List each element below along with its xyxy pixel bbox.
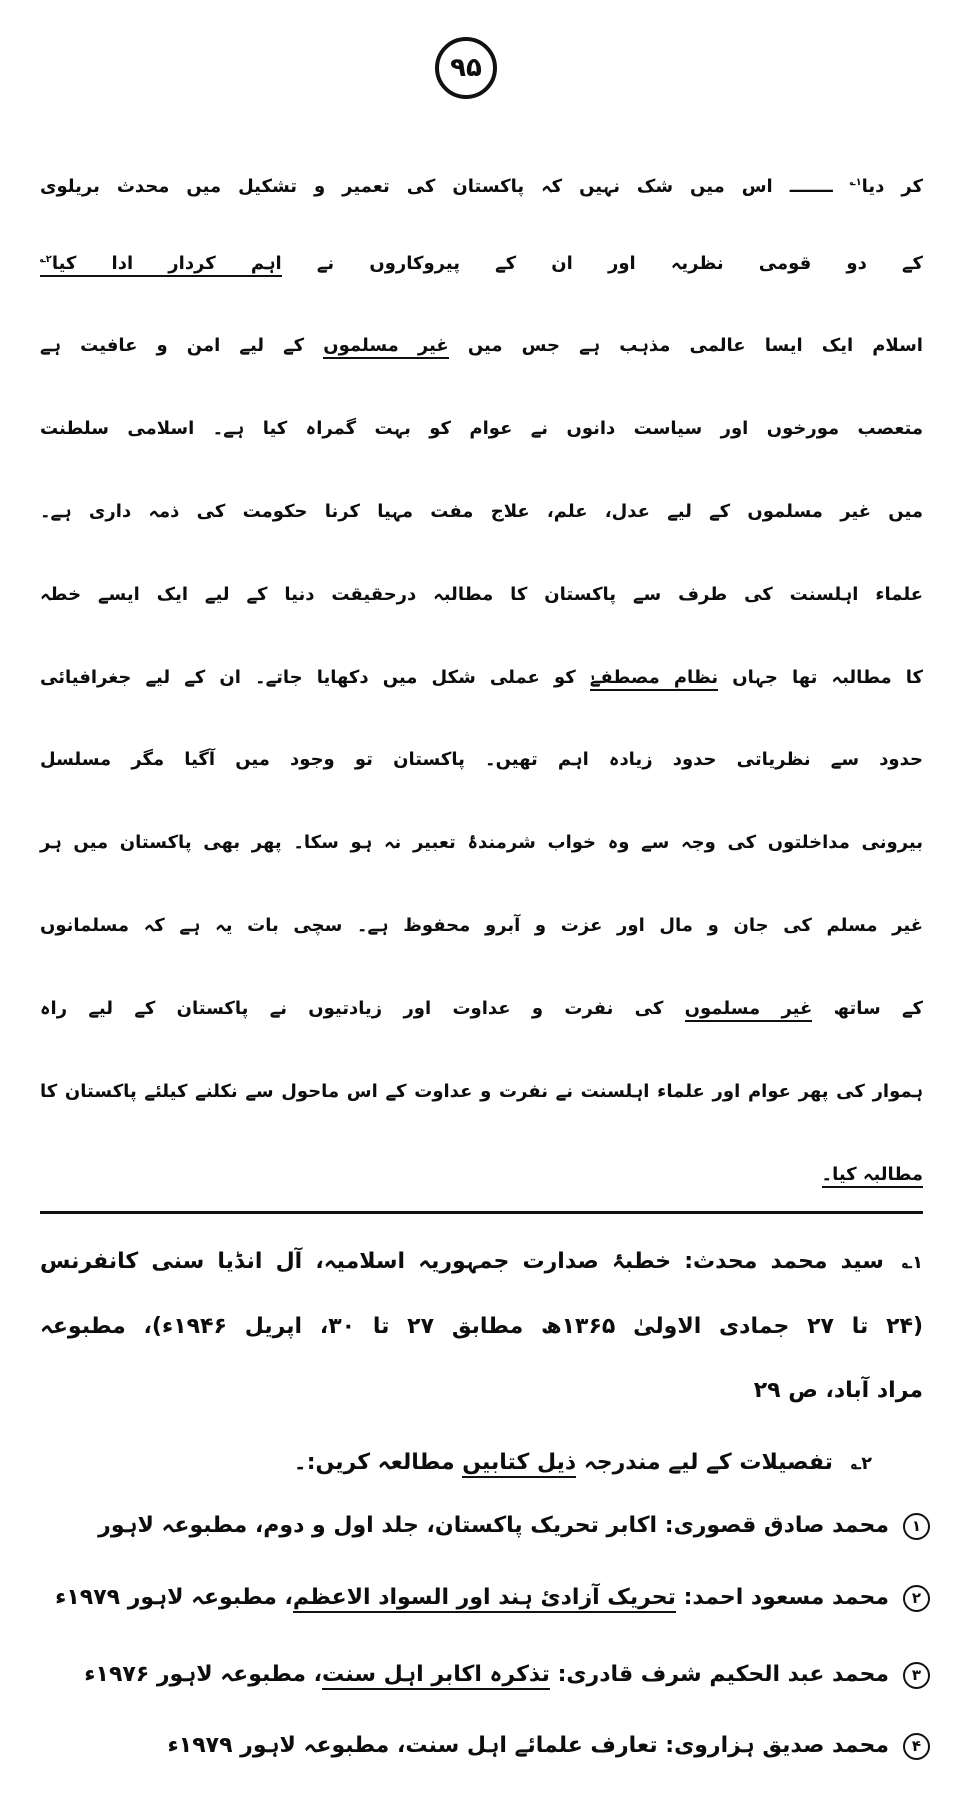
reference-details: ، مطبوعہ لاہور ۱۹۷۶ء — [84, 1662, 323, 1687]
text-run: سید محمد محدث: خطبۂ صدارت جمہوریہ اسلامیہ، آل انڈیا سنی کانفرنس — [40, 1249, 884, 1274]
body-line-13 — [40, 1147, 923, 1203]
reference-author: محمد صدیق ہزاروی: — [665, 1733, 889, 1758]
reference-title: تحریک آزادیٔ ہند اور السواد الاعظم — [293, 1585, 676, 1613]
body-line-12 — [40, 1064, 923, 1120]
reference-author: محمد مسعود احمد: — [683, 1585, 889, 1610]
footnote-2-marker: ۲؎ — [850, 1454, 872, 1474]
reference-details: ، مطبوعہ لاہور ۱۹۷۹ء — [55, 1585, 293, 1610]
text-run: تفصیلات کے لیے مندرجہ — [583, 1450, 833, 1475]
circled-number: ۳ — [903, 1662, 930, 1689]
underlined-phrase: ذیل کتابیں — [462, 1450, 576, 1478]
text-run: حدود سے نظریاتی حدود زیادہ اہم تھیں۔ پاکستان تو وجود میں آگیا مگر مسلسل — [40, 749, 923, 770]
text-run: بیرونی مداخلتوں کی وجہ سے وہ خواب شرمندۂ تعبیر نہ ہو سکا۔ پھر بھی پاکستان میں ہر — [40, 832, 923, 853]
footnote-1-line-2 — [40, 1301, 923, 1353]
body-line-5 — [40, 484, 923, 540]
reference-author: محمد عبد الحکیم شرف قادری: — [557, 1662, 889, 1687]
reference-details: ، مطبوعہ لاہور ۱۹۷۹ء — [167, 1733, 406, 1758]
footnote-marker-2: ۲؎ — [40, 254, 52, 265]
underlined-phrase: غیر مسلموں — [685, 998, 813, 1022]
reference-item-1 — [40, 1500, 930, 1552]
footnote-1-line-3 — [40, 1365, 923, 1417]
reference-title: تذکرہ اکابر اہل سنت — [322, 1662, 550, 1690]
body-line-1 — [40, 159, 923, 215]
text-run: میں غیر مسلموں کے لیے عدل، علم، علاج مفت مہیا کرنا حکومت کی ذمہ داری ہے۔ — [40, 501, 923, 522]
reference-author: محمد صادق قصوری: — [664, 1513, 889, 1538]
reference-title: تعارف علمائے اہل سنت — [405, 1733, 658, 1758]
text-run: ـــــــ اس میں شک نہیں کہ پاکستان کی تعمیر و تشکیل میں محدث بریلوی — [40, 176, 833, 197]
reference-item-4 — [40, 1720, 930, 1772]
body-line-11 — [40, 981, 923, 1037]
body-line-9 — [40, 815, 923, 871]
text-run: کر دیا — [861, 176, 923, 197]
text-run: کا مطالبہ تھا جہاں — [732, 667, 923, 688]
body-line-10 — [40, 898, 923, 954]
reference-title: اکابر تحریک پاکستان — [434, 1513, 658, 1538]
text-run: علماء اہلسنت کی طرف سے پاکستان کا مطالبہ درحقیقت دنیا کے لیے ایک ایسے خطہ — [40, 584, 923, 605]
text-run: اہم کردار ادا کیا — [51, 253, 282, 274]
circled-number: ۱ — [903, 1513, 930, 1540]
footnote-marker-1: ۱؎ — [849, 177, 862, 188]
page-number-circle — [435, 37, 497, 99]
text-run: متعصب مورخوں اور سیاست دانوں نے عوام کو بہت گمراہ کیا ہے۔ اسلامی سلطنت — [40, 418, 923, 439]
reference-item-2 — [40, 1572, 930, 1624]
text-run: کے لیے امن و عافیت ہے — [40, 335, 305, 356]
reference-item-3 — [40, 1649, 930, 1701]
underlined-phrase: غیر مسلموں — [323, 335, 448, 359]
text-run: غیر مسلم کی جان و مال اور عزت و آبرو محفوظ ہے۔ سچی بات یہ ہے کہ مسلمانوں — [40, 915, 923, 936]
body-line-7 — [40, 650, 923, 706]
body-line-2 — [40, 236, 923, 292]
reference-details: ، جلد اول و دوم، مطبوعہ لاہور — [98, 1513, 435, 1538]
body-line-6 — [40, 567, 923, 623]
underlined-phrase — [40, 253, 282, 277]
footnote-divider — [40, 1211, 923, 1214]
text-run: کی نفرت و عداوت اور زیادتیوں نے پاکستان کے لیے راہ — [40, 998, 664, 1019]
text-run: (۲۴ تا ۲۷ جمادی الاولیٰ ۱۳۶۵ھ مطابق ۲۷ تا ۳۰، اپریل ۱۹۴۶ء)، مطبوعہ — [40, 1314, 923, 1339]
text-run: ہموار کی پھر عوام اور علماء اہلسنت نے نفرت و عداوت کے اس ماحول سے نکلنے کیلئے پاکستان کا — [40, 1081, 923, 1102]
page-number: ۹۵ — [450, 53, 482, 83]
text-run: اسلام ایک ایسا عالمی مذہب ہے جس میں — [467, 335, 923, 356]
text-run: مطالعہ کریں:۔ — [293, 1450, 455, 1475]
footnote-2-intro — [40, 1437, 872, 1490]
footnote-1-line-1 — [40, 1236, 923, 1289]
body-line-8 — [40, 732, 923, 788]
underlined-phrase: مطالبہ کیا۔ — [822, 1164, 923, 1188]
underlined-phrase: نظامِ مصطفےٰ — [590, 667, 718, 691]
body-line-3 — [40, 318, 923, 374]
footnote-1-marker: ۱؎ — [901, 1253, 923, 1273]
text-run: مراد آباد، ص ۲۹ — [753, 1378, 923, 1403]
circled-number: ۴ — [903, 1733, 930, 1760]
circled-number: ۲ — [903, 1585, 930, 1612]
text-run: کے دو قومی نظریہ اور ان کے پیروکاروں نے — [316, 253, 923, 274]
text-run: کے ساتھ — [833, 998, 923, 1019]
text-run: کو عملی شکل میں دکھایا جاتے۔ ان کے لیے جغرافیائی — [40, 667, 576, 688]
body-line-4 — [40, 401, 923, 457]
